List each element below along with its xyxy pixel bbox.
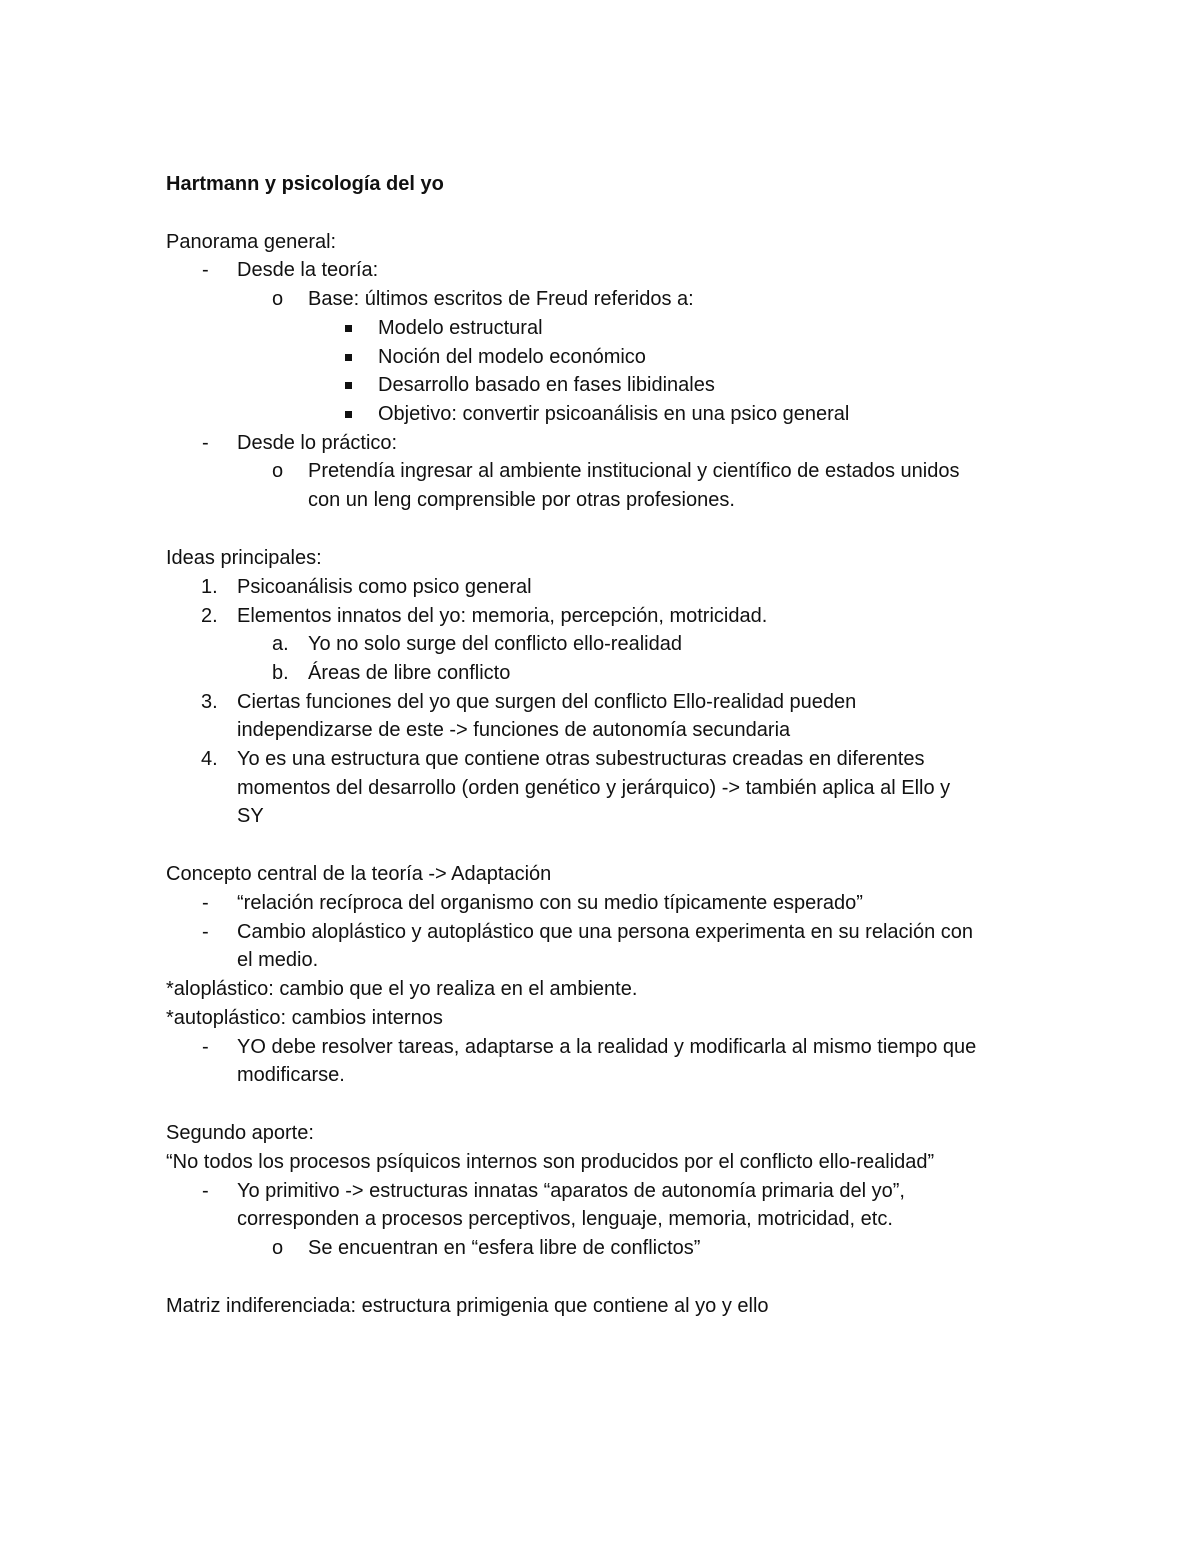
number-marker: 2.	[201, 605, 218, 627]
letter-marker: a.	[272, 633, 289, 655]
dash-marker: -	[202, 259, 209, 281]
circle-marker: o	[272, 1237, 284, 1259]
square-bullet-icon	[345, 382, 352, 389]
square-bullet-icon	[345, 325, 352, 332]
document-page: Hartmann y psicología del yo Panorama general: - Desde la teoría: o Base: últimos escritos de Freud referidos a: Modelo estructural Noción del modelo económico Desarrollo basado en fases libidinales Objetivo: convertir psicoanálisis en una psico general - Desde lo práctico: o Pretendía ingresar al ambiente institucional y científico de estados unidos con un leng comprensible por otras profesiones. Ideas principales: 1. Psicoanálisis como psico general 2. Elementos innatos del yo: memoria, percepción, motricidad. a. Yo no solo surge del conflicto ello-realidad b. Áreas de libre conflicto 3. Ciertas funciones del yo que surgen del conflicto Ello-realidad pueden independizarse de este -> funciones de autonomía secundaria 4. Yo es una estructura que contiene otras subestructuras creadas en diferentes momentos del desarrollo (orden genético y jerárquico) -> también aplica al Ello y SY Concepto central de la teoría -> Adaptación - “relación recíproca del organismo con su medio típicamente esperado” - Cambio aloplástico y autoplástico que una persona experimenta en su relación con el medio. *aloplástico: cambio que el yo realiza en el ambiente. *autoplástico: cambios internos - YO debe resolver tareas, adaptarse a la realidad y modificarla al mismo tiempo que modificarse. Segundo aporte: “No todos los procesos psíquicos internos son producidos por el conflicto ello-realidad” - Yo primitivo -> estructuras innatas “aparatos de autonomía primaria del yo”, corresponden a procesos perceptivos, lenguaje, memoria, motricidad, etc. o Se encuentran en “esfera libre de conflictos” Matriz indiferenciada: estructura primigenia que contiene al yo y ello	[0, 0, 1200, 1553]
number-marker: 3.	[201, 691, 218, 713]
dash-marker: -	[202, 892, 209, 914]
dash-marker: -	[202, 921, 209, 943]
square-bullet-icon	[345, 354, 352, 361]
dash-marker: -	[202, 1180, 209, 1202]
number-marker: 4.	[201, 748, 218, 770]
dash-marker: -	[202, 1036, 209, 1058]
dash-marker: -	[202, 432, 209, 454]
letter-marker: b.	[272, 662, 289, 684]
square-bullet-icon	[345, 411, 352, 418]
number-marker: 1.	[201, 576, 218, 598]
circle-marker: o	[272, 460, 284, 482]
circle-marker: o	[272, 288, 284, 310]
